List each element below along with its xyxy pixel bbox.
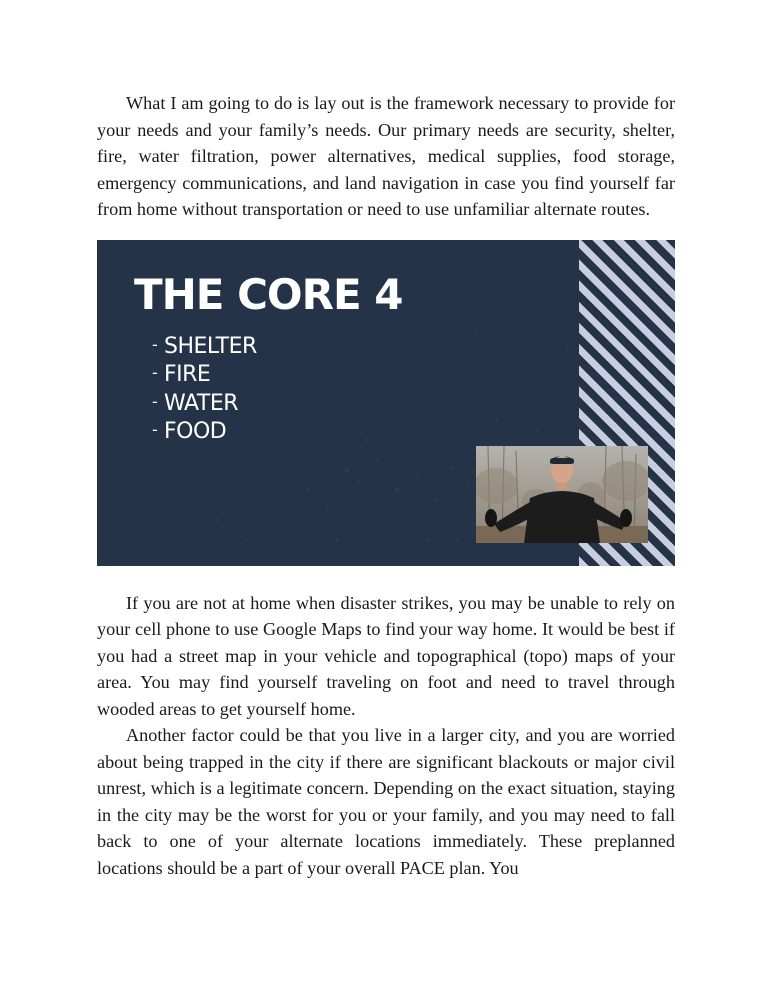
dash-marker: - bbox=[152, 363, 158, 382]
home-paragraph: If you are not at home when disaster strikes, you may be unable to rely on your cell phone to use Google Maps to find your way home. It would be best if you had a street map in your vehicle and topographical (topo) maps of your area. You may find yourself traveling on foot and need to travel through wooded areas to get yourself home. bbox=[97, 592, 675, 719]
document-page bbox=[97, 90, 675, 881]
core-item-label: SHELTER bbox=[164, 333, 257, 359]
dash-marker: - bbox=[152, 420, 158, 439]
figure-title: THE CORE 4 bbox=[134, 269, 403, 319]
city-paragraph: Another factor could be that you live in a larger city, and you are worried about being trapped in the city if there are significant blackouts or major civil unrest, which is a legitimate concern. Depending on the exact situation, staying in the city may be the worst for you or your family, and you may need to fall back to one of your alternate locations immediately. These preplanned locations should be a part of your overall PACE plan. You bbox=[97, 725, 675, 878]
presenter-illustration bbox=[476, 446, 648, 543]
core-list-item bbox=[152, 332, 257, 361]
presenter-photo bbox=[476, 446, 648, 543]
core-list bbox=[152, 332, 257, 446]
core-4-figure bbox=[97, 240, 675, 566]
dash-marker: - bbox=[152, 391, 158, 411]
core-item-label: FIRE bbox=[164, 362, 211, 387]
core-item-label: WATER bbox=[164, 390, 239, 416]
intro-paragraph: What I am going to do is lay out is the framework necessary to provide for your needs and your family’s needs. Our primary needs are security, shelter, fire, water filtration, power alternatives, medical supplies, food storage, emergency communications, and land navigation in case you find yourself far from home without transportation or need to use unfamiliar alternate routes. bbox=[97, 93, 675, 219]
core-item-label: FOOD bbox=[164, 419, 227, 444]
core-list-item bbox=[152, 389, 257, 418]
core-list-item bbox=[152, 360, 257, 389]
core-list-item bbox=[152, 417, 257, 446]
dash-marker: - bbox=[152, 334, 158, 354]
